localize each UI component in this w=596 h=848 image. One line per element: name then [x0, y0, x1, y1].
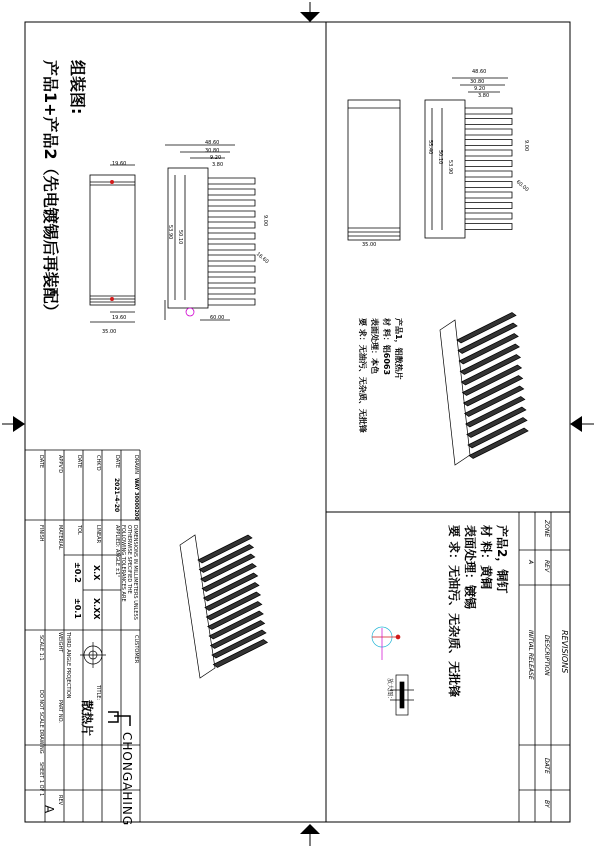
assembly-isometric-view	[180, 535, 267, 678]
assembly-pin-icon	[186, 308, 194, 316]
tb-linear-label: LINEAR	[95, 525, 101, 544]
asm-dim-8: 60.00	[210, 315, 225, 321]
fin-outline	[208, 288, 255, 294]
tb-col-xx: X.X	[92, 565, 101, 581]
fin-outline	[465, 129, 512, 135]
left-center-marker-icon	[13, 416, 25, 432]
fin-outline	[208, 222, 255, 228]
p2-surface: 表面处理：镀锡	[463, 525, 477, 610]
right-center-marker-icon	[570, 416, 582, 432]
p1-dim-3: 9.20	[474, 86, 486, 92]
p1-material: 材 料：铝6063	[382, 318, 391, 376]
fin-outline	[465, 213, 512, 219]
rev-col-rev: REV	[543, 560, 550, 573]
asm-dim-11: 9.00	[262, 215, 268, 227]
tb-rev-label: REV	[57, 795, 63, 806]
p2-requirement: 要 求：无油污、无杂质、无批锋	[447, 525, 461, 698]
fin-outline	[465, 119, 512, 125]
fin-outline	[208, 189, 255, 195]
tb-date-label: DATE	[114, 455, 120, 469]
product2-pin-view	[372, 627, 414, 715]
fin-outline	[465, 108, 512, 114]
product1-front-view	[348, 100, 400, 240]
fin-outline	[208, 200, 255, 206]
rev-row-rev: A	[527, 560, 534, 565]
asm-dim-7: 19.60	[112, 315, 127, 321]
tb-tol-2: ±0.1	[73, 598, 82, 619]
tb-weight-label: WEIGHT	[57, 632, 63, 653]
fin-outline	[465, 203, 512, 209]
p2-material: 材 料：黄铜	[479, 525, 493, 590]
rev-col-zone: ZONE	[543, 520, 550, 538]
tb-rev-value: A	[42, 805, 56, 814]
p1-dim-9: 9.00	[523, 140, 529, 152]
p1-requirement: 要 求：无油污、无杂质、无批锋	[358, 318, 367, 433]
fin-outline	[465, 161, 512, 167]
tb-date2-label: DATE	[76, 455, 82, 469]
fin-outline	[208, 299, 255, 305]
outer-border	[25, 22, 570, 822]
fin-outline	[208, 255, 255, 261]
top-center-marker-icon	[300, 12, 320, 22]
asm-dim-10: 50.10	[177, 230, 183, 245]
p1-dim-10: 60.00	[514, 179, 530, 194]
fin-outline	[208, 178, 255, 184]
rev-col-description: DESCRIPTION	[543, 635, 550, 676]
p1-name: 产品1，铝散热片	[394, 318, 403, 380]
tb-part-no-label: PART NO.	[57, 700, 63, 723]
fin-outline	[208, 266, 255, 272]
tb-title-label: TITLE:	[95, 685, 101, 701]
fin-outline	[465, 140, 512, 146]
p1-dim-4: 3.80	[478, 93, 490, 99]
bottom-center-marker-icon	[300, 824, 320, 834]
fin-outline	[465, 182, 512, 188]
asm-dim-1: 48.60	[205, 140, 220, 146]
tb-third-angle: THIRD ANGLE PROJECTION	[65, 632, 71, 699]
revisions-title: REVISIONS	[560, 630, 569, 674]
p1-dim-8: 53.90	[447, 160, 453, 175]
tb-date-value: 2021-4-20	[113, 478, 120, 513]
company-logo-icon	[108, 712, 130, 726]
asm-dim-9: 53.90	[167, 225, 173, 240]
assembly-title: 组装图:	[68, 60, 87, 115]
p1-dim-6: 55.40	[427, 140, 433, 155]
fin-outline	[465, 150, 512, 156]
asm-dim-6: 35.00	[102, 329, 117, 335]
asm-dim-5: 19.60	[112, 161, 127, 167]
tb-drawn-value: WAY 30000200	[133, 478, 139, 520]
tb-finish-label: FINISH	[38, 525, 44, 542]
p1-surface: 表面处理：本色	[370, 318, 379, 374]
tb-title-value: 散热片	[80, 700, 94, 737]
tb-col-xxx: X.XX	[92, 598, 101, 620]
product1-isometric-view	[440, 313, 528, 466]
fin-outline	[208, 233, 255, 239]
fin-outline	[208, 211, 255, 217]
fin-outline	[465, 171, 512, 177]
fin-outline	[208, 244, 255, 250]
tb-tol-label: TOL	[76, 525, 82, 535]
pin-mark-bottom	[110, 297, 114, 301]
tb-dimensions-note: DIMENSIONS IN MILLIMETERS UNLESS OTHERWISE SPECIFIED THE FOLLOWING TOLERANCES ARE APPLIED: ANGLE ±1°	[114, 525, 138, 620]
tb-date3-label: DATE	[38, 455, 44, 469]
tb-drawn-label: DRAWN	[133, 455, 139, 474]
asm-dim-12: 16.60	[254, 251, 270, 266]
tb-apprd-label: APPV'D	[57, 455, 63, 474]
tb-chkd-label: CHK'D	[95, 455, 101, 471]
tb-no-scale: DO NOT SCALE DRAWING	[38, 690, 44, 754]
p1-dim-7: 50.10	[437, 150, 443, 165]
p2-name: 产品2，铜钉	[495, 525, 509, 594]
p2-view-label: 放大图：	[386, 678, 393, 703]
asm-dim-3: 9.20	[210, 155, 222, 161]
rev-col-by: BY	[543, 800, 550, 808]
tb-tol-1: ±0.2	[73, 562, 82, 583]
tb-company: CHONGAHING	[120, 732, 134, 827]
fin-outline	[465, 192, 512, 198]
p1-dim-5: 35.00	[362, 242, 377, 248]
asm-dim-4: 3.80	[212, 162, 224, 168]
p1-dim-2: 30.80	[470, 79, 485, 85]
tb-sheet: SHEET 1 OF 1	[38, 762, 44, 797]
tb-material-label: MATERIAL	[57, 525, 63, 550]
p1-dim-1: 48.60	[472, 69, 487, 75]
fin-outline	[208, 277, 255, 283]
assembly-subtitle: 产品1+产品2（先电镀锡后再装配）	[41, 60, 60, 320]
asm-dim-2: 30.80	[205, 148, 220, 154]
rev-row-description: INITIAL RELEASE	[527, 630, 534, 680]
tb-customer-label: CUSTOMER	[133, 635, 139, 664]
tb-scale: SCALE 1:1	[38, 635, 44, 661]
pin-mark-top	[110, 180, 114, 184]
fin-outline	[465, 224, 512, 230]
rev-col-date: DATE	[543, 758, 550, 774]
